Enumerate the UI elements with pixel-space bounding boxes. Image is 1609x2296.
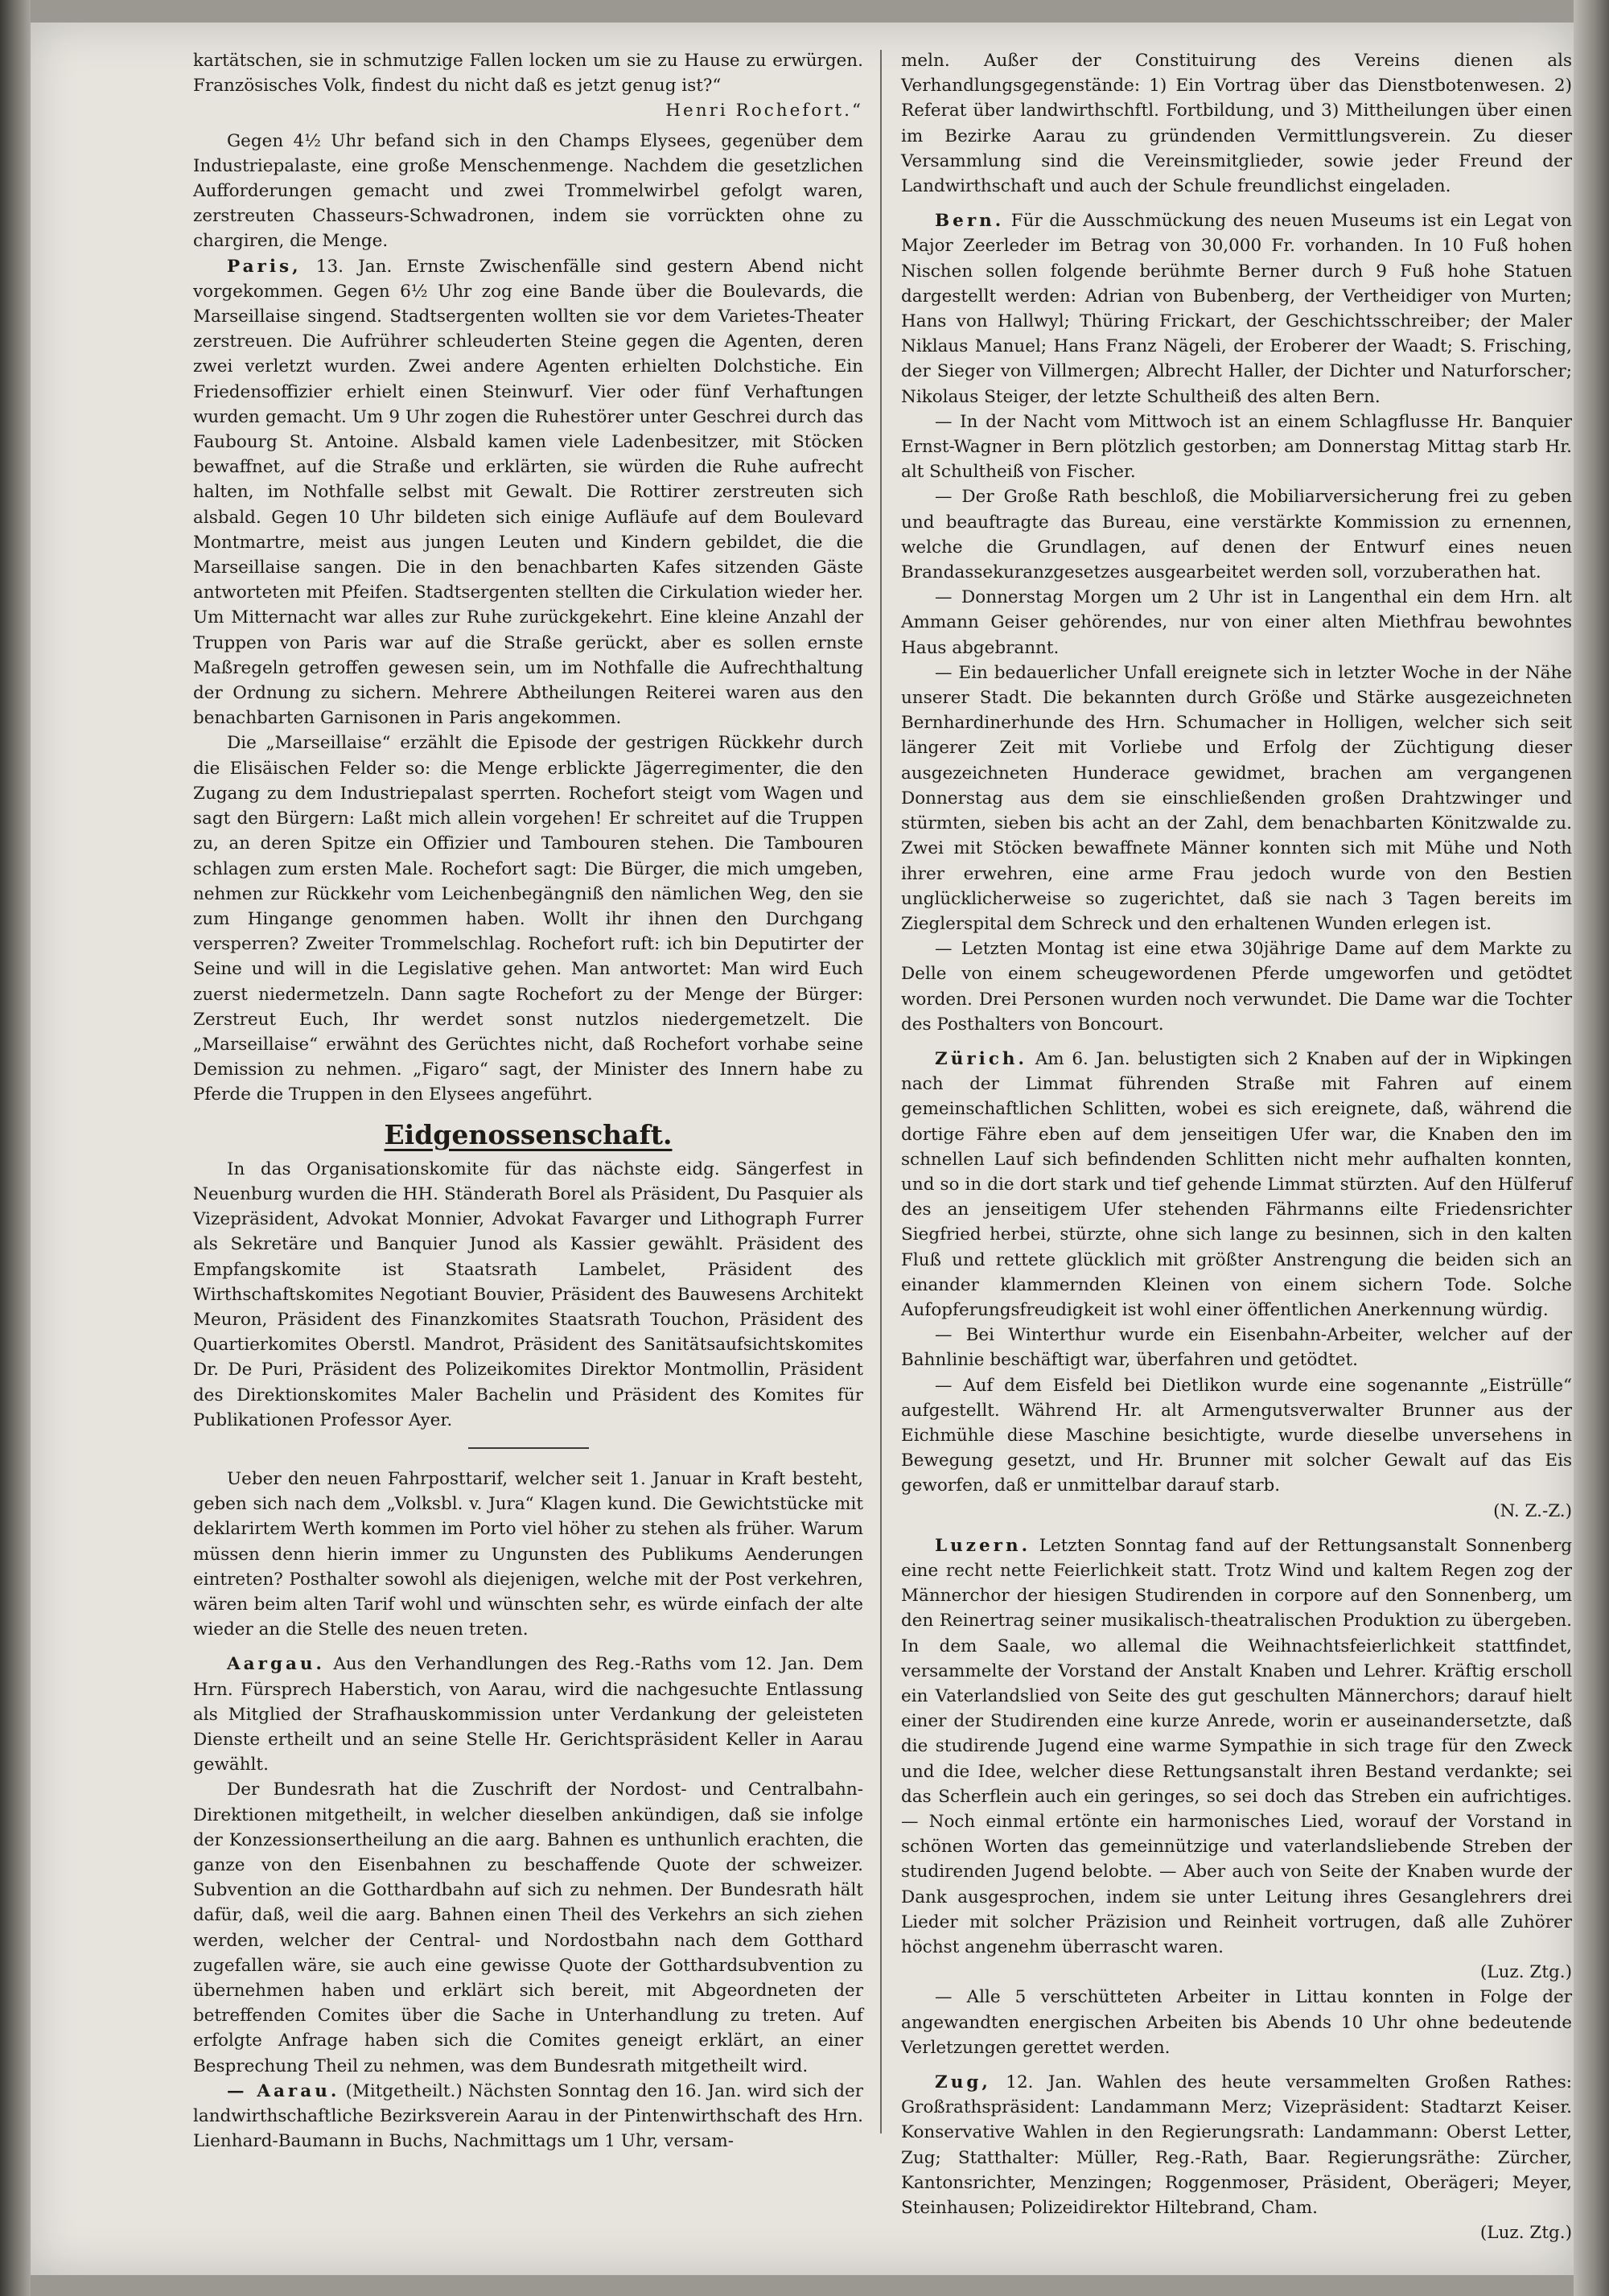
paragraph: — Der Große Rath beschloß, die Mobiliarversicherung frei zu geben und beauftragte das Bureau, eine verstärkte Kommission zu ernennen, welche die Grundlagen, auf denen der Entwurf eines neuen Brandassekuranzgesetzes ausgearbeitet werden soll, vorzuberathen hat. <box>901 487 1572 583</box>
paragraph: Die „Marseillaise“ erzählt die Episode der gestrigen Rückkehr durch die Elisäischen Felder so: die Menge erblickte Jägerregimenter, die den Zugang zu dem Industriepalast sperrten. Rochefort steigt vom Wagen und sagt den Bürgern: Laßt mich allein vorgehen! Er schreitet auf die Truppen zu, an deren Spitze ein Offizier und Tambouren stehen. Die Tambouren schlagen zum ersten Male. Rochefort sagt: Die Bürger, die mich umgeben, nehmen zur Rückkehr vom Leichenbegängniß den nämlichen Weg, den sie zum Hingange genommen haben. Wollt ihr ihnen den Durchgang versperren? Zweiter Trommelschlag. Rochefort ruft: ich bin Deputirter der Seine und will in die Legislative gehen. Man antwortet: Man wird Euch zuerst niedermetzeln. Dann sagte Rochefort zu der Menge der Bürger: Zerstreut Euch, Ihr werdet sonst nutzlos niedergemetzelt. Die „Marseillaise“ erwähnt des Gerüchtes nicht, daß Rochefort vorhabe seine Demission zu nehmen. „Figaro“ sagt, der Minister des Innern habe zu Pferde die Truppen in den Elysees angeführt. <box>193 733 863 1105</box>
paragraph: Gegen 4½ Uhr befand sich in den Champs Elysees, gegenüber dem Industriepalaste, eine große Menschenmenge. Nachdem die gesetzlichen Aufforderungen gemacht und zwei Trommelwirbel gefolgt waren, zerstreuten Chasseurs-Schwadronen, indem sie vorrückten ohne zu chargiren, die Menge. <box>193 130 863 252</box>
scan-right-edge <box>1574 0 1609 2296</box>
dateline-place: Luzern. <box>935 1535 1031 1556</box>
dateline-place: Bern. <box>935 211 1005 232</box>
dateline-place: Paris, <box>227 256 302 277</box>
column-divider <box>880 50 882 2133</box>
paragraph: In das Organisationskomite für das nächste eidg. Sängerfest in Neuenburg wurden die HH. Ständerath Borel als Präsident, Du Pasquier als Vizepräsident, Advokat Monnier, Advokat Favarger und Lithograph Furrer als Sekretäre und Banquier Junod als Kassier gewählt. Präsident des Empfangskomite ist Staatsrath Lambelet, Präsident des Wirthschaftskomites Negotiant Bouvier, Präsident des Bauwesens Architekt Meuron, Präsident des Finanzkomites Staatsrath Touchon, Präsident des Quartierkomites Oberstl. Mandrot, Präsident des Sanitätsaufsichtskomites Dr. De Puri, Präsident des Polizeikomites Direktor Montmollin, Präsident des Direktionskomites Maler Bachelin und Präsident des Komites für Publikationen Professor Ayer. <box>193 1158 863 1430</box>
dateline-paragraph <box>901 1533 1572 1960</box>
dateline-paragraph <box>193 1652 863 1777</box>
dateline-text: Für die Ausschmückung des neuen Museums ist ein Legat von Major Zeerleder im Betrag von 30,000 Fr. vorhanden. In 10 Fuß hohen Nischen sollen folgende berühmte Berner durch 9 Fuß hohe Statuen dargestellt werden: Adrian von Bubenberg, der Vertheidiger von Murten; Hans von Hallwyl; Thüring Frickart, der Geschichtsschreiber; der Maler Niklaus Manuel; Hans Franz Nägeli, der Eroberer der Waadt; S. Frisching, der Sieger von Villmergen; Albrecht Haller, der Dichter und Naturforscher; Nikolaus Steiger, der letzte Schultheiß des alten Bern. <box>901 211 1572 407</box>
dateline-paragraph <box>901 1047 1572 1323</box>
dateline-text: (Mitgetheilt.) Nächsten Sonntag den 16. Jan. wird sich der landwirthschaftliche Bezirksverein Aarau in der Pintenwirthschaft des Hrn. Lienhard-Baumann in Buchs, Nachmittags um 1 Uhr, versam- <box>193 2080 863 2152</box>
dateline-paragraph <box>901 2070 1572 2220</box>
dateline-text: Aus den Verhandlungen des Reg.-Raths vom 12. Jan. Dem Hrn. Fürsprech Haberstich, von Aarau, wird die nachgesuchte Entlassung als Mitglied der Strafhauskommission unter Verdankung der geleisteten Dienste ertheilt und an seine Stelle Hr. Gerichtspräsident Keller in Aarau gewählt. <box>193 1654 863 1775</box>
source-citation: (Luz. Ztg.) <box>1479 1962 1572 1983</box>
paragraph: kartätschen, sie in schmutzige Fallen locken um sie zu Hause zu erwürgen. Französisches Volk, findest du nicht daß es jetzt genug ist?“ <box>193 51 863 97</box>
source-citation: (Luz. Ztg.) <box>1479 2223 1572 2244</box>
dateline-text: 13. Jan. Ernste Zwischenfälle sind gestern Abend nicht vorgekommen. Gegen 6½ Uhr zog eine Bande über die Boulevards, die Marseillaise singend. Stadtsergenten wollten sie vor dem Varietes-Theater zerstreuen. Die Aufrührer schleuderten Steine gegen die Agenten, deren zwei verletzt wurden. Zwei andere Agenten erhielten Dolchstiche. Ein Friedensoffizier erhielt einen Steinwurf. Vier oder fünf Verhaftungen wurden gemacht. Um 9 Uhr zogen die Ruhestörer unter Geschrei durch das Faubourg St. Antoine. Alsbald kamen viele Ladenbesitzer, mit Stöcken bewaffnet, auf die Straße und erklärten, sie würden die Ruhe aufrecht halten, im Nothfalle selbst mit Gewalt. Die Rottirer zerstreuten sich alsbald. Gegen 10 Uhr bildeten sich einige Aufläufe auf dem Boulevard Montmartre, meist aus jungen Leuten und Kindern gebildet, die die Marseillaise sangen. Die in den benachbarten Kafes sitzenden Gäste antworteten mit Pfeifen. Stadtsergenten stellten die Cirkulation wieder her. Um Mitternacht war alles zur Ruhe zurückgekehrt. Eine kleine Anzahl der Truppen von Paris war auf die Straße gerückt, aber es sollen ernste Maßregeln getroffen gewesen sein, um im Nothfalle die Aufrechthaltung der Ordnung zu sichern. Mehrere Abtheilungen Reiterei waren aus den benachbarten Garnisonen in Paris angekommen. <box>193 256 863 729</box>
paragraph: — Ein bedauerlicher Unfall ereignete sich in letzter Woche in der Nähe unserer Stadt. Die bekannten durch Größe und Stärke ausgezeichneten Bernhardinerhunde des Hrn. Schumacher in Holligen, welcher sich seit längerer Zeit mit Vorliebe und Erfolg der Züchtigung dieser ausgezeichneten Hunderace gewidmet, brachen am vergangenen Donnerstag aus dem sie einschließenden großen Drahtzwinger und stürmten, sieben bis acht an der Zahl, dem benachbarten Könitzwalde zu. Zwei mit Stöcken bewaffnete Männer konnten sich mit Mühe und Noth ihrer erwehren, eine arme Frau jedoch wurde von den Bestien unglücklicherweise so zugerichtet, daß sie nach 3 Tagen bereits im Zieglerspital dem Schreck und den erhaltenen Wunden erlegen ist. <box>901 662 1572 934</box>
paragraph: — Donnerstag Morgen um 2 Uhr ist in Langenthal ein dem Hrn. alt Ammann Geiser gehörendes, nur von einer alten Miethfrau bewohntes Haus abgebrannt. <box>901 587 1572 658</box>
dateline-place: Aargau. <box>227 1654 326 1675</box>
dateline-text: Letzten Sonntag fand auf der Rettungsanstalt Sonnenberg eine recht nette Feierlichkeit statt. Trotz Wind und kaltem Regen zog der Männerchor der hiesigen Studirenden in corpore auf den Sonnenberg, um den Reinertrag seiner musikalisch-theatralischen Produktion zu übergeben. In dem Saale, wo allemal die Weihnachtsfeierlichkeit stattfindet, versammelte der Vorstand der Anstalt Knaben und Lehrer. Kräftig erscholl ein Vaterlandslied von Seite des gut geschulten Männerchors; darauf hielt einer der Studirenden eine kurze Anrede, worin er auseinandersetzte, daß die studirende Jugend eine warme Sympathie in sich trage für den Zweck und die Idee, welcher diese Rettungsanstalt ihren Bestand verdankte; sei das Scherflein auch ein geringes, so sei doch das Streben ein aufrichtiges. — Noch einmal ertönte ein harmonisches Lied, worauf der Vorstand in schönen Worten das gemeinnützige und vaterlandsliebende Streben der studirenden Jugend belobte. — Aber auch von Seite der Knaben wurde der Dank ausgesprochen, indem sie unter Leitung ihres Gesanglehrers drei Lieder mit solcher Präzision und Reinheit vortrugen, daß alle Zuhörer höchst angenehm überrascht waren. <box>901 1535 1572 1958</box>
dateline-place: Zug, <box>935 2072 991 2093</box>
spacer <box>901 1037 1572 1047</box>
paragraph: Ueber den neuen Fahrposttarif, welcher seit 1. Januar in Kraft besteht, geben sich nach dem „Volksbl. v. Jura“ Klagen kund. Die Gewichtstücke mit deklarirtem Werth kommen im Porto viel höher zu stehen als früher. Warum müssen denn hierin immer zu Ungunsten des Publikums Aenderungen eintreten? Posthalter sowohl als diejenigen, welche mit der Post verkehren, wären beim alten Tarif wohl und wünschten sehr, es würde einfach der alte wieder an die Stelle des neuen treten. <box>193 1468 863 1640</box>
paragraph: — Alle 5 verschütteten Arbeiter in Littau konnten in Folge der angewandten energischen Arbeiten bis Abends 10 Uhr ohne bedeutende Verletzungen gerettet werden. <box>901 1987 1572 2058</box>
dateline-text: 12. Jan. Wahlen des heute versammelten Großen Rathes: Großrathspräsident: Landammann Merz; Vizepräsident: Stadtarzt Keiser. Konservative Wahlen in den Regierungsrath: Landammann: Oberst Letter, Zug; Statthalter: Müller, Reg.-Rath, Baar. Regierungsräthe: Zürcher, Kantonsrichter, Menzingen; Roggenmoser, Präsident, Oberägeri; Meyer, Steinhausen; Polizeidirektor Hiltebrand, Cham. <box>901 2072 1572 2219</box>
spacer <box>901 2060 1572 2070</box>
left-column <box>193 48 863 2154</box>
dateline-paragraph <box>193 254 863 731</box>
dateline-paragraph <box>901 208 1572 409</box>
paragraph: — Auf dem Eisfeld bei Dietlikon wurde eine sogenannte „Eistrülle“ aufgestellt. Während Hr. alt Armengutsverwalter Brunner aus der Eichmühle diese Maschine besichtigte, wurde dieselbe unversehens in Bewegung gesetzt, und Hr. Brunner mit solcher Gewalt auf das Eis geworfen, daß er unmittelbar darauf starb. <box>901 1375 1572 1496</box>
dateline-text: Am 6. Jan. belustigten sich 2 Knaben auf der in Wipkingen nach der Limmat führenden Straße mit Fahren auf einem gemeinschaftlichen Schlitten, wobei es sich ereignete, daß, während die dortige Fähre eben auf dem jenseitigen Ufer war, die Knaben den im schnellen Lauf sich befindenden Schlitten nicht mehr aufhalten konnten, und so in die dort stark und tief gehende Limmat stürzten. Auf den Hülferuf des an jenseitigem Ufer stehenden Fährmanns eilte Friedensrichter Siegfried herbei, stürzte, ohne sich lange zu besinnen, sich in den kalten Fluß und rettete glücklich mit größter Anstrengung die beiden sich an einander klammernden Kleinen von einem sichern Tode. Solche Aufopferungsfreudigkeit ist wohl einer öffentlichen Anerkennung würdig. <box>901 1048 1572 1320</box>
section-heading: Eidgenossenschaft. <box>384 1118 673 1150</box>
right-column <box>901 48 1572 2245</box>
spacer <box>901 1524 1572 1533</box>
dateline-paragraph <box>193 2079 863 2154</box>
paragraph: — Bei Winterthur wurde ein Eisenbahn-Arbeiter, welcher auf der Bahnlinie beschäftigt war, überfahren und getödtet. <box>901 1325 1572 1371</box>
dateline-place: — Aarau. <box>227 2080 340 2101</box>
spacer <box>193 1642 863 1652</box>
paragraph: Der Bundesrath hat die Zuschrift der Nordost- und Centralbahn-Direktionen mitgetheilt, in welcher dieselben ankündigen, daß sie infolge der Konzessionsertheilung an die aarg. Bahnen es unthunlich erachten, die ganze von den Eisenbahnen zu beschaffende Quote der schweizer. Subvention an die Gotthardbahn auf sich zu nehmen. Der Bundesrath hält dafür, daß, weil die aarg. Bahnen einen Theil des Verkehrs an sich ziehen werden, welcher der Central- und Nordostbahn nach dem Gotthard zugefallen wäre, sie auch eine gewisse Quote der Gotthardsubvention zu übernehmen haben und erklärt sich bereit, mit Abgeordneten der betreffenden Comites über die Sache in Unterhandlung zu treten. Auf erfolgte Anfrage haben sich die Comites geneigt erklärt, an einer Besprechung Theil zu nehmen, was dem Bundesrath mitgetheilt wird. <box>193 1780 863 2076</box>
signature: Henri Rochefort.“ <box>665 101 863 121</box>
source-citation: (N. Z.-Z.) <box>1493 1500 1572 1521</box>
paragraph: — Letzten Montag ist eine etwa 30jährige Dame auf dem Markte zu Delle von einem scheugewordenen Pferde umgeworfen und getödtet worden. Drei Personen wurden noch verwundet. Die Dame war die Tochter des Posthalters von Boncourt. <box>901 939 1572 1035</box>
spacer <box>901 199 1572 208</box>
dateline-place: Zürich. <box>935 1048 1028 1069</box>
separator-rule <box>468 1447 589 1449</box>
paragraph: meln. Außer der Constituirung des Vereins dienen als Verhandlungsgegenstände: 1) Ein Vortrag über das Dienstbotenwesen. 2) Referat über landwirthschftl. Fortbildung, und 3) Mittheilungen über einen im Bezirke Aarau zu gründenden Vermittlungsverein. Zu dieser Versammlung sind die Vereinsmitglieder, sowie jeder Freund der Landwirthschaft und auch der Schule freundlichst eingeladen. <box>901 51 1572 197</box>
scan-left-edge <box>0 0 31 2296</box>
paragraph: — In der Nacht vom Mittwoch ist an einem Schlagflusse Hr. Banquier Ernst-Wagner in Bern plötzlich gestorben; am Donnerstag Mittag starb Hr. alt Schultheiß von Fischer. <box>901 411 1572 483</box>
